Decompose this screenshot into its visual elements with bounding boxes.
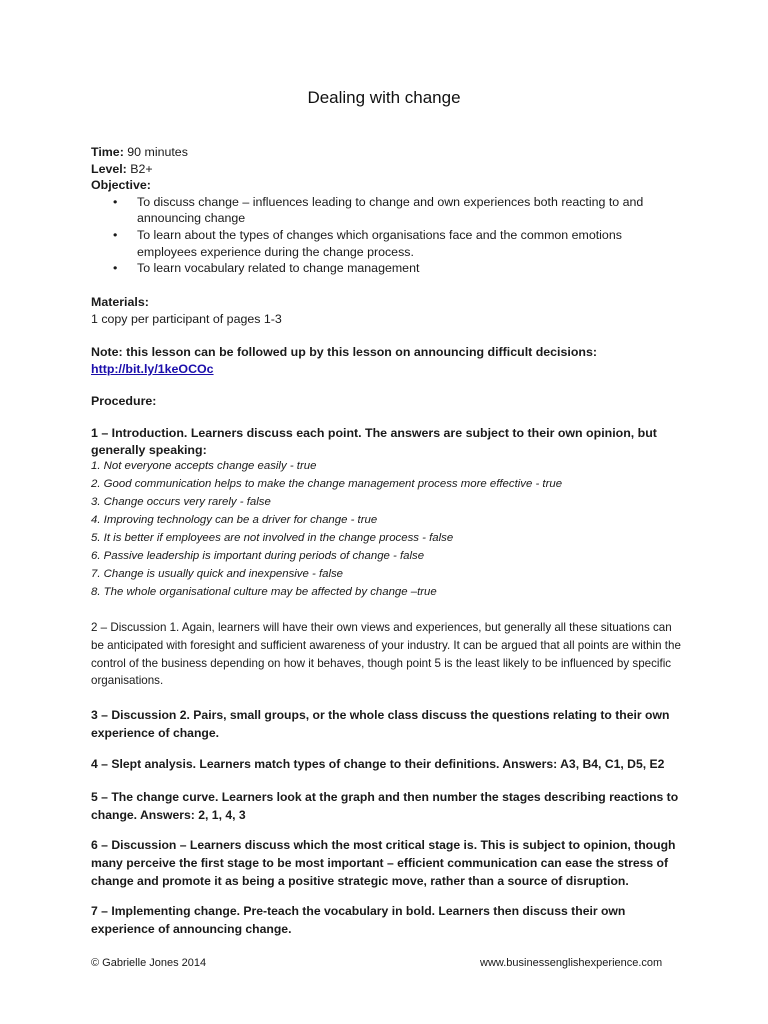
objective-item: • To learn about the types of changes which organisations face and the common emotions employees experience during the change process. [113,227,622,259]
step-7-implementing: 7 – Implementing change. Pre-teach the vocabulary in bold. Learners then discuss their own experience of announcing change. [91,904,626,936]
bullet-icon: • [113,261,118,276]
statement-item: 1. Not everyone accepts change easily - true [91,460,317,472]
statement-item: 5. It is better if employees are not involved in the change process - false [91,532,454,544]
procedure-label: Procedure: [91,394,157,408]
objective-label: Objective: [91,178,151,193]
statement-item: 2. Good communication helps to make the change management process more effective - true [91,478,563,490]
statement-item: 3. Change occurs very rarely - false [91,496,271,508]
bullet-icon: • [113,194,118,209]
materials-label: Materials: [91,295,149,309]
step-6-discussion: 6 – Discussion – Learners discuss which the most critical stage is. This is subject to opinion, though many perceive the first stage to be most important – efficient communication can ease the stress of change and promote it as being a positive strategic move, rather than a source of disruption. [91,838,676,888]
step-3-discussion: 3 – Discussion 2. Pairs, small groups, or the whole class discuss the questions relating to their own experience of change. [91,708,670,740]
step-5-change-curve: 5 – The change curve. Learners look at the graph and then number the stages describing reactions to change. Answers: 2, 1, 4, 3 [91,790,679,822]
materials-section [91,294,681,327]
statement-item: 7. Change is usually quick and inexpensive - false [91,568,344,580]
materials-value: 1 copy per participant of pages 1-3 [91,311,282,326]
step-2-discussion: 2 – Discussion 1. Again, learners will have their own views and experiences, but generally all these situations can be anticipated with foresight and sufficient awareness of your industry. It can be argued that all points are within the control of the business depending on how it behaves, though point 5 is the least likely to be influenced by specific organisations. [91,621,681,688]
level-row [91,161,681,178]
time-value: 90 minutes [127,145,188,159]
note-link[interactable]: http://bit.ly/1keOCOc [91,361,214,376]
time-row [91,144,681,161]
statement-item: 8. The whole organisational culture may be affected by change –true [91,586,437,598]
step-1-intro: 1 – Introduction. Learners discuss each point. The answers are subject to their own opinion, but generally speaking: [91,426,657,457]
objective-item: • To discuss change – influences leading to change and own experiences both reacting to and announcing change [113,194,644,226]
statement-item: 4. Improving technology can be a driver for change - true [91,514,378,526]
statement-list [91,457,681,601]
note-section [91,344,681,377]
page-title: Dealing with change [307,88,461,107]
objective-item: • To learn vocabulary related to change management [113,261,420,276]
footer-copyright: © Gabrielle Jones 2014 [91,957,207,969]
bullet-icon: • [113,227,118,242]
step-4-analysis: 4 – Slept analysis. Learners match types of change to their definitions. Answers: A3, B4, C1, D5, E2 [91,757,665,771]
lesson-info [91,144,681,277]
objective-list [91,194,681,277]
level-value: B2+ [130,161,153,176]
statement-item: 6. Passive leadership is important during periods of change - false [91,550,425,562]
level-label: Level: [91,161,127,176]
time-label: Time: [91,145,124,159]
footer-website: www.businessenglishexperience.com [480,957,663,969]
note-text: Note: this lesson can be followed up by this lesson on announcing difficult decisions: [91,345,597,359]
